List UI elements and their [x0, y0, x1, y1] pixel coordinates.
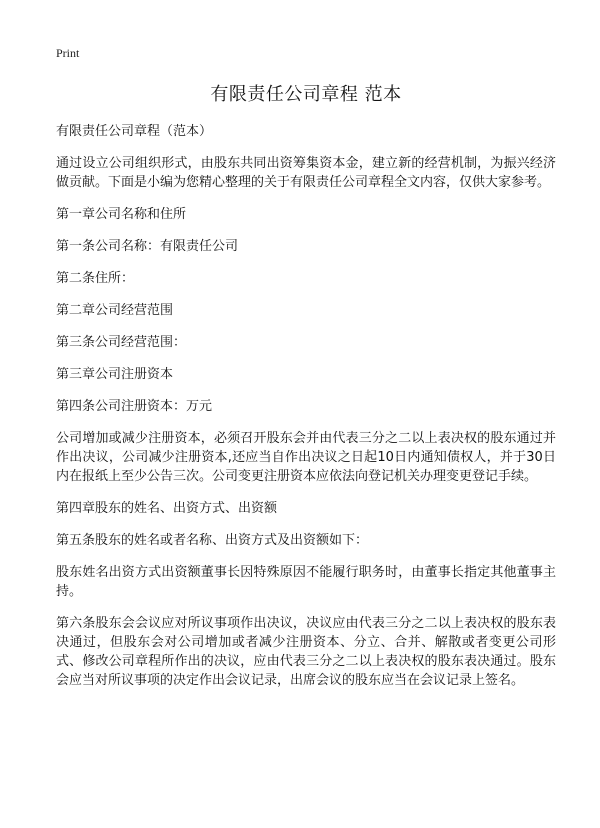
chapter-1-heading: 第一章公司名称和住所	[56, 207, 187, 222]
article-1: 第一条公司名称：有限责任公司	[56, 239, 239, 254]
article-5: 第五条股东的姓名或者名称、出资方式及出资额如下：	[56, 533, 369, 548]
article-4: 第四条公司注册资本：万元	[56, 399, 213, 414]
article-2: 第二条住所：	[56, 271, 135, 286]
chapter-4-heading: 第四章股东的姓名、出资方式、出资额	[56, 501, 278, 516]
article-6: 第六条股东会会议应对所议事项作出决议，决议应由代表三分之二以上表决权的股东表决通过，但股东会对公司增加或者减少注册资本、分立、合并、解散或者变更公司形式、修改公司章程所作出的决议，应由代表三分之二以上表决权的股东表决通过。股东会应当对所议事项的决定作出会议记录，出席会议的股东应当在会议记录上签名。	[56, 616, 556, 688]
article-3: 第三条公司经营范围：	[56, 335, 187, 350]
chapter-2-heading: 第二章公司经营范围	[56, 303, 174, 318]
document-title: 有限责任公司章程 范本	[210, 84, 402, 105]
chapter-3-heading: 第三章公司注册资本	[56, 367, 174, 382]
print-link[interactable]: Print	[56, 46, 80, 60]
paragraph-intro: 通过设立公司组织形式，由股东共同出资筹集资本金，建立新的经营机制，为振兴经济做贡献。下面是小编为您精心整理的关于有限责任公司章程全文内容，仅供大家参考。	[56, 156, 556, 190]
paragraph-subtitle: 有限责任公司章程（范本）	[56, 124, 213, 139]
document-body	[56, 122, 556, 690]
paragraph-capital-change: 公司增加或减少注册资本，必须召开股东会并由代表三分之二以上表决权的股东通过并作出决议，公司减少注册资本,还应当自作出决议之日起10日内通知债权人，并于30日内在报纸上至少公告三次。公司变更注册资本应依法向登记机关办理变更登记手续。	[56, 431, 556, 484]
paragraph-shareholders: 股东姓名出资方式出资额董事长因特殊原因不能履行职务时，由董事长指定其他董事主持。	[56, 565, 556, 599]
